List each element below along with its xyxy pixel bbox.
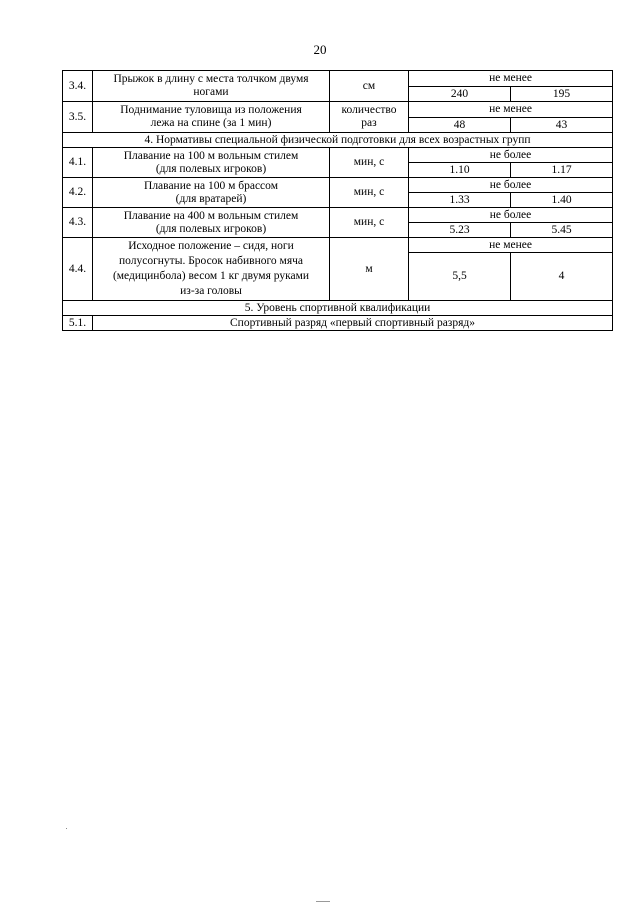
table-row — [63, 316, 613, 331]
scan-artifact — [66, 828, 67, 829]
condition-cell: не менее — [409, 71, 613, 87]
value-cell: 240 — [409, 87, 511, 102]
value-cell: 1.40 — [511, 193, 613, 208]
section-header-row — [63, 133, 613, 148]
unit-cell: мин, с — [330, 178, 409, 208]
exercise-name: Плавание на 100 м вольным стилем (для полевых игроков) — [93, 148, 330, 178]
value-cell: 43 — [511, 118, 613, 133]
scan-artifact — [316, 901, 330, 902]
row-number: 4.4. — [63, 238, 93, 301]
value-cell: 48 — [409, 118, 511, 133]
value-cell: 1.10 — [409, 163, 511, 178]
row-number: 3.5. — [63, 102, 93, 133]
row-number: 4.3. — [63, 208, 93, 238]
exercise-name: Плавание на 100 м брассом (для вратарей) — [93, 178, 330, 208]
condition-cell: не менее — [409, 238, 613, 253]
table-row — [63, 102, 613, 118]
table-row — [63, 178, 613, 193]
unit-cell: м — [330, 238, 409, 301]
row-number: 3.4. — [63, 71, 93, 102]
value-cell: 5.45 — [511, 223, 613, 238]
table-row — [63, 71, 613, 87]
condition-cell: не более — [409, 178, 613, 193]
qualification-text: Спортивный разряд «первый спортивный разряд» — [93, 316, 613, 331]
exercise-name: Плавание на 400 м вольным стилем (для полевых игроков) — [93, 208, 330, 238]
unit-cell: количество раз — [330, 102, 409, 133]
value-cell: 5,5 — [409, 253, 511, 301]
value-cell: 4 — [511, 253, 613, 301]
row-number: 4.1. — [63, 148, 93, 178]
unit-cell: мин, с — [330, 208, 409, 238]
exercise-name: Поднимание туловища из положения лежа на спине (за 1 мин) — [93, 102, 330, 133]
section-title: 4. Нормативы специальной физической подготовки для всех возрастных групп — [63, 133, 613, 148]
value-cell: 1.33 — [409, 193, 511, 208]
exercise-name: Прыжок в длину с места толчком двумя ногами — [93, 71, 330, 102]
value-cell: 5.23 — [409, 223, 511, 238]
row-number: 5.1. — [63, 316, 93, 331]
exercise-name: Исходное положение – сидя, ноги полусогнуты. Бросок набивного мяча (медицинбола) весом 1 кг двумя руками из-за головы — [93, 238, 330, 301]
row-number: 4.2. — [63, 178, 93, 208]
unit-cell: мин, с — [330, 148, 409, 178]
standards-table — [62, 70, 613, 331]
section-title: 5. Уровень спортивной квалификации — [63, 301, 613, 316]
condition-cell: не менее — [409, 102, 613, 118]
value-cell: 195 — [511, 87, 613, 102]
condition-cell: не более — [409, 208, 613, 223]
value-cell: 1.17 — [511, 163, 613, 178]
table-row — [63, 148, 613, 163]
page-number: 20 — [313, 42, 327, 57]
table-row — [63, 238, 613, 253]
table-row — [63, 208, 613, 223]
condition-cell: не более — [409, 148, 613, 163]
section-header-row — [63, 301, 613, 316]
unit-cell: см — [330, 71, 409, 102]
